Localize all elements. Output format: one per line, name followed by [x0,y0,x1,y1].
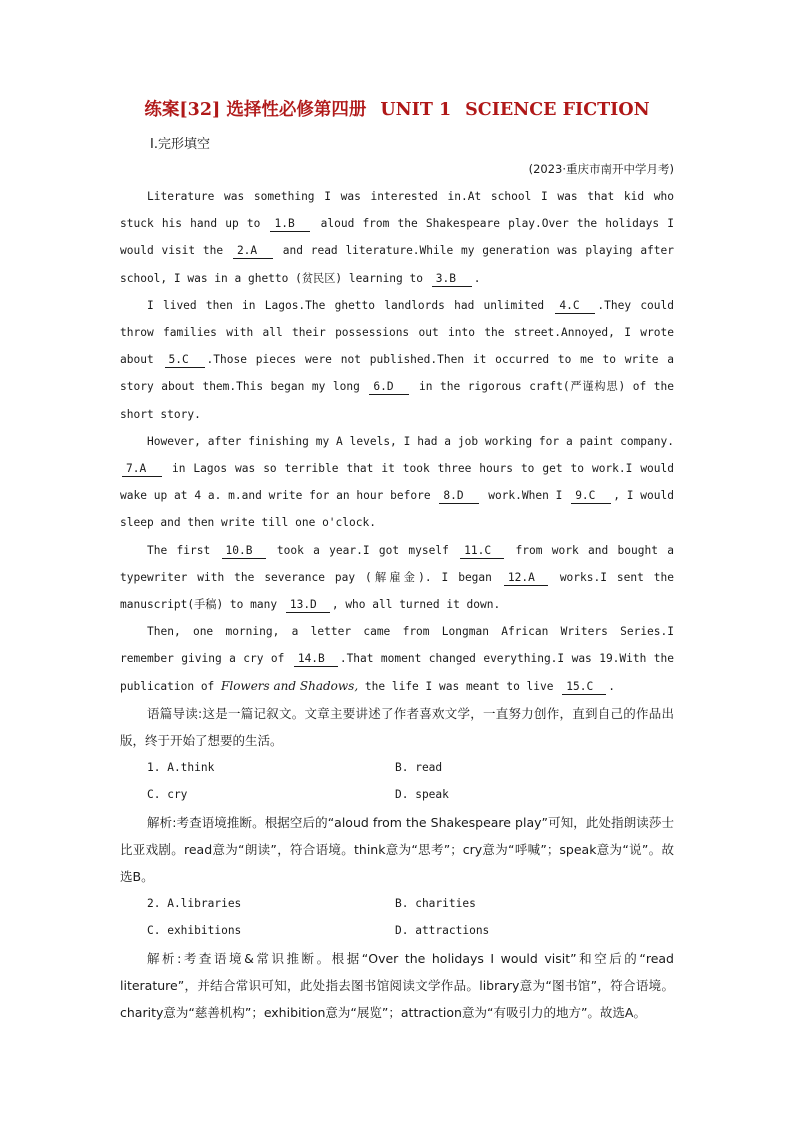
title-prefix: 练案[32] 选择性必修第四册 [144,100,367,120]
answer-blank-10: 10.B [222,544,266,559]
options-row [120,754,674,781]
answer-blank-1: 1.B [270,217,310,232]
section-label: Ⅰ.完形填空 [150,137,210,152]
page-title [0,96,794,121]
answer-blank-13: 13.D [286,598,330,613]
analysis-text: 解析:考查语境&常识推断。根据“Over the holidays I would visit”和空后的“read literature”，并结合常识可知，此处指去图书馆阅读文学作品。library意为“图书馆”，符合语境。charity意为“慈善机构”；exhibition意为“展览”；attraction意为“有吸引力的地方”。故选A。 [120,950,674,1021]
question-2 [120,890,674,1026]
passage-text: in the rigorous craft(严谨构思) of the short story. [120,380,674,421]
answer-blank-4: 4.C [555,299,595,314]
title-unit: UNIT 1 [380,100,452,120]
passage-text: However, after finishing my A levels, I had a job working for a paint company. [147,434,674,448]
options-row [120,917,674,944]
passage-text: . [473,271,481,285]
passage-text: .Those pieces were not published.Then it occurred to me to write a story about them.This began my long [120,353,674,394]
passage-text: in Lagos was so terrible that it took three hours to get to work.I would wake up at 4 a. m.and write for an hour before [120,462,674,503]
passage-text: the life I was meant to live [364,679,554,693]
passage-text: . [608,679,615,693]
answer-blank-8: 8.D [439,489,479,504]
option-c: C. exhibitions [147,924,242,938]
option-d: D. speak [395,788,449,802]
option-d: D. attractions [395,924,490,938]
passage-text: , who all turned it down. [331,598,501,612]
answer-blank-2: 2.A [233,244,273,259]
answer-blank-6: 6.D [369,380,409,395]
answer-blank-12: 12.A [504,571,548,586]
passage-paragraph-3 [120,428,674,537]
answer-blank-15: 15.C [562,680,606,695]
answer-blank-14: 14.B [294,652,338,667]
option-c: C. cry [147,788,188,802]
passage-text: works.I sent the manuscript(手稿) to many [120,570,674,612]
options-row [120,781,674,808]
option-b: B. charities [395,897,476,911]
book-title: Flowers and Shadows, [221,678,359,693]
passage-text: .That moment changed everything.I was 19.With the publication of [120,652,674,693]
passage-text: Literature was something I was interested in.At school I was that kid who stuck his hand up to [120,190,674,231]
analysis-text: 解析:考查语境推断。根据空后的“aloud from the Shakespeare play”可知，此处指朗读莎士比亚戏剧。read意为“朗读”，符合语境。think意为“思考”；cry意为“呼喊”；speak意为“说”。故选B。 [120,814,674,885]
passage-text: and read literature.While my generation was playing after school, I was in a ghetto (贫民区) learning to [120,244,674,285]
passage-text: took a year.I got myself [276,543,449,557]
passage-paragraph-4 [120,537,674,619]
passage-text: Then, one morning, a letter came from Longman African Writers Series.I remember giving a cry of [120,625,674,666]
passage-guide: 语篇导读:这是一篇记叙文。文章主要讲述了作者喜欢文学，一直努力创作，直到自己的作品出版，终于开始了想要的生活。 [120,705,674,749]
title-topic: SCIENCE FICTION [465,100,650,120]
passage-text: The first [147,543,211,557]
document-body [120,183,674,1026]
passage-text: from work and bought a typewriter with the severance pay (解雇金). I began [120,543,674,584]
passage-paragraph-1 [120,183,674,292]
passage-text: I lived then in Lagos.The ghetto landlords had unlimited [147,298,545,312]
question-1 [120,754,674,890]
options-row [120,890,674,917]
passage-text: work.When I [488,489,563,503]
passage-paragraph-5 [120,618,674,700]
answer-blank-7: 7.A [122,462,162,477]
answer-blank-11: 11.C [460,544,504,559]
exam-source: (2023·重庆市南开中学月考) [528,162,674,176]
passage-text: aloud from the Shakespeare play.Over the holidays I would visit the [120,217,674,258]
passage-text: , I would sleep and then write till one o'clock. [120,489,674,530]
option-b: B. read [395,761,443,775]
passage-paragraph-2 [120,292,674,428]
answer-blank-9: 9.C [571,489,611,504]
passage-text: .They could throw families with all their possessions out into the street.Annoyed, I wrote about [120,298,674,367]
answer-blank-5: 5.C [165,353,205,368]
answer-blank-3: 3.B [432,272,472,287]
option-a: 2. A.libraries [147,897,242,911]
option-a: 1. A.think [147,761,215,775]
